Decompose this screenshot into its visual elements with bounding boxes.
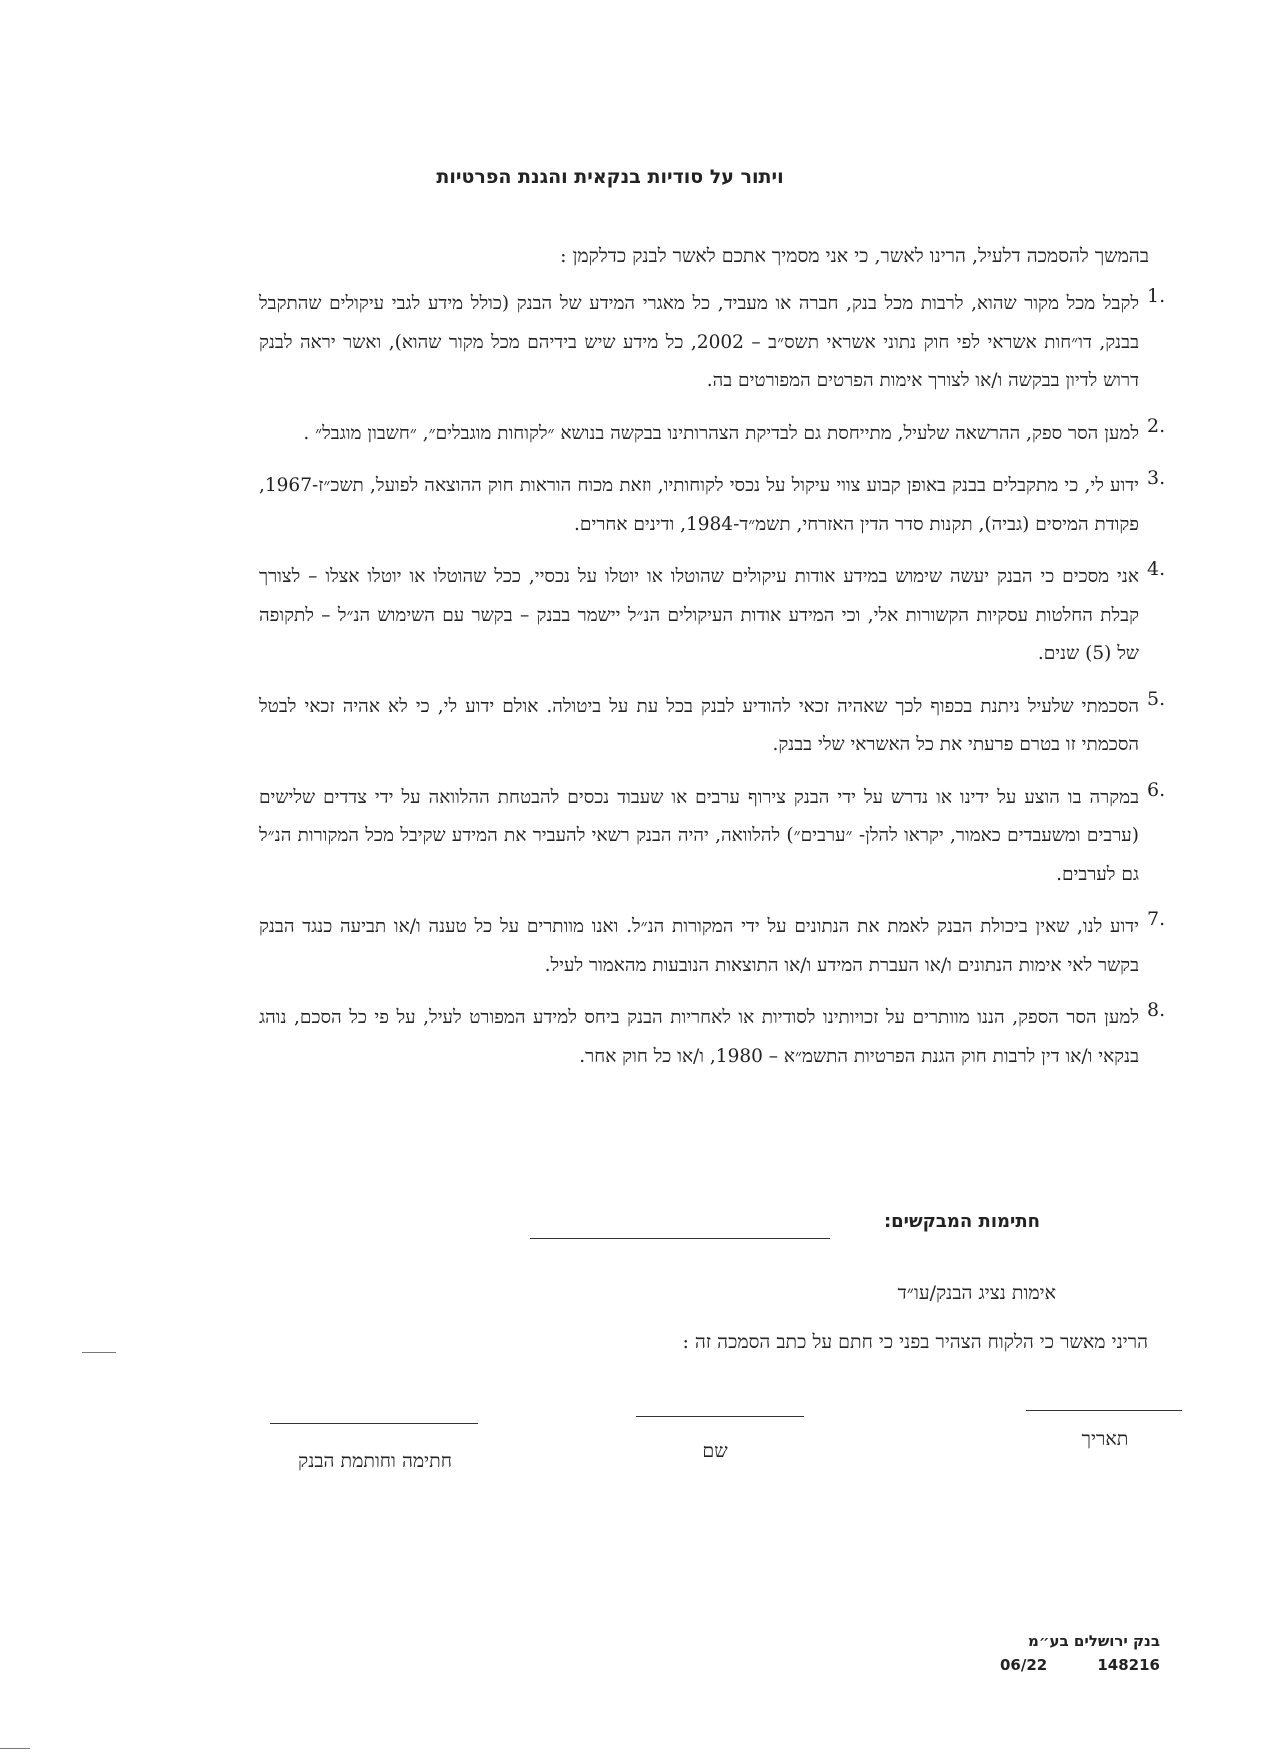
bank-signature-label: חתימה וחותמת הבנק: [298, 1450, 452, 1472]
clause-number: 8.: [1147, 999, 1166, 1021]
clause-item: [259, 687, 1166, 765]
bank-verification-heading: אימות נציג הבנק/עו״ד: [897, 1282, 1056, 1304]
margin-mark: [82, 1352, 116, 1353]
footer-bank-name: בנק ירושלים בע״מ: [1028, 1632, 1160, 1650]
clause-item: [259, 999, 1166, 1076]
footer-codes: [1000, 1656, 1160, 1674]
clause-number: 6.: [1147, 778, 1166, 801]
date-label: תאריך: [1081, 1428, 1129, 1450]
clause-text: אני מסכים כי הבנק יעשה שימוש במידע אודות עיקולים שהוטלו או יוטלו על נכסיי, ככל שהוטלו או יוטלו אצלו – לצורך קבלת החלטות עסקיות הקשורות אלי, וכי המידע אודות העיקולים הנ״ל יישמר בבנק – בקשר עם השימוש הנ״ל – לתקופה של (5) שנים.: [259, 566, 1139, 664]
clause-number: 5.: [1147, 687, 1166, 710]
applicant-signature-line[interactable]: [530, 1238, 830, 1239]
clause-text: במקרה בו הוצע על ידינו או נדרש על ידי הבנק צירוף ערבים או שעבוד נכסים להבטחת ההלוואה על ידי צדדים שלישים (ערבים ומשעבדים כאמור, יקראו להלן- ״ערבים״) להלוואה, יהיה הבנק רשאי להעביר את המידע שקיבל מכל המקורות הנ״ל גם לערבים.: [259, 786, 1139, 885]
clause-number: 3.: [1147, 467, 1166, 489]
name-line[interactable]: [636, 1416, 804, 1417]
footer-form-number: 148216: [1097, 1656, 1160, 1674]
clause-number: 1.: [1147, 285, 1166, 307]
clause-item: [259, 285, 1166, 401]
clause-list: [259, 285, 1166, 1090]
document-title: ויתור על סודיות בנקאית והגנת הפרטיות: [436, 166, 784, 188]
clause-item: [259, 467, 1166, 544]
intro-paragraph: בהמשך להסמכה דלעיל, הרינו לאשר, כי אני מסמיך אתכם לאשר לבנק כדלקמן :: [560, 245, 1149, 267]
confirmation-statement: הריני מאשר כי הלקוח הצהיר בפני כי חתם על כתב הסמכה זה :: [682, 1331, 1148, 1353]
clause-text: לקבל מכל מקור שהוא, לרבות מכל בנק, חברה או מעביד, כל מאגרי המידע של הבנק (כולל מידע לגבי עיקולים שהתקבל בבנק, דו״חות אשראי לפי חוק נתוני אשראי תשס״ב – 2002, כל מידע שיש בידיהם מכל מקור שהוא), ואשר יראה לבנק דרוש לדיון בבקשה ו/או לצורך אימות הפרטים המפורטים בה.: [259, 293, 1139, 391]
clause-item: [259, 908, 1166, 985]
clause-number: 7.: [1147, 908, 1166, 930]
signatures-heading: חתימות המבקשים:: [883, 1211, 1040, 1232]
clause-text: ידוע לנו, שאין ביכולת הבנק לאמת את הנתונים על ידי המקורות הנ״ל. ואנו מוותרים על כל טענה ו/או תביעה כנגד הבנק בקשר לאי אימות הנתונים ו/או העברת המידע ו/או התוצאות הנובעות מהאמור לעיל.: [259, 916, 1139, 976]
clause-text: למען הסר הספק, הננו מוותרים על זכויותינו לסודיות או לאחריות הבנק ביחס למידע המפורט לעיל, על פי כל הסכם, נוהג בנקאי ו/או דין לרבות חוק הגנת הפרטיות התשמ״א – 1980, ו/או כל חוק אחר.: [259, 1007, 1139, 1067]
clause-item: [259, 558, 1166, 674]
margin-mark: [0, 1748, 30, 1749]
date-line[interactable]: [1026, 1410, 1182, 1411]
bank-signature-line[interactable]: [270, 1423, 478, 1424]
clause-number: 4.: [1147, 558, 1166, 580]
clause-item: [259, 414, 1166, 454]
name-label: שם: [702, 1440, 728, 1462]
clause-item: [259, 778, 1166, 895]
clause-text: למען הסר ספק, ההרשאה שלעיל, מתייחסת גם לבדיקת הצהרותינו בבקשה בנושא ״לקוחות מוגבלים״, ״חשבון מוגבל״ .: [303, 422, 1139, 444]
clause-text: ידוע לי, כי מתקבלים בבנק באופן קבוע צווי עיקול על נכסי לקוחותיו, וזאת מכוח הוראות חוק ההוצאה לפועל, תשכ״ז-1967, פקודת המיסים (גביה), תקנות סדר הדין האזרחי, תשמ״ד-1984, ודינים אחרים.: [259, 475, 1139, 535]
clause-number: 2.: [1147, 414, 1166, 437]
footer-version: 06/22: [1000, 1656, 1048, 1674]
clause-text: הסכמתי שלעיל ניתנת בכפוף לכך שאהיה זכאי להודיע לבנק בכל עת על ביטולה. אולם ידוע לי, כי לא אהיה זכאי לבטל הסכמתי זו בטרם פרעתי את כל האשראי שלי בבנק.: [259, 695, 1139, 755]
